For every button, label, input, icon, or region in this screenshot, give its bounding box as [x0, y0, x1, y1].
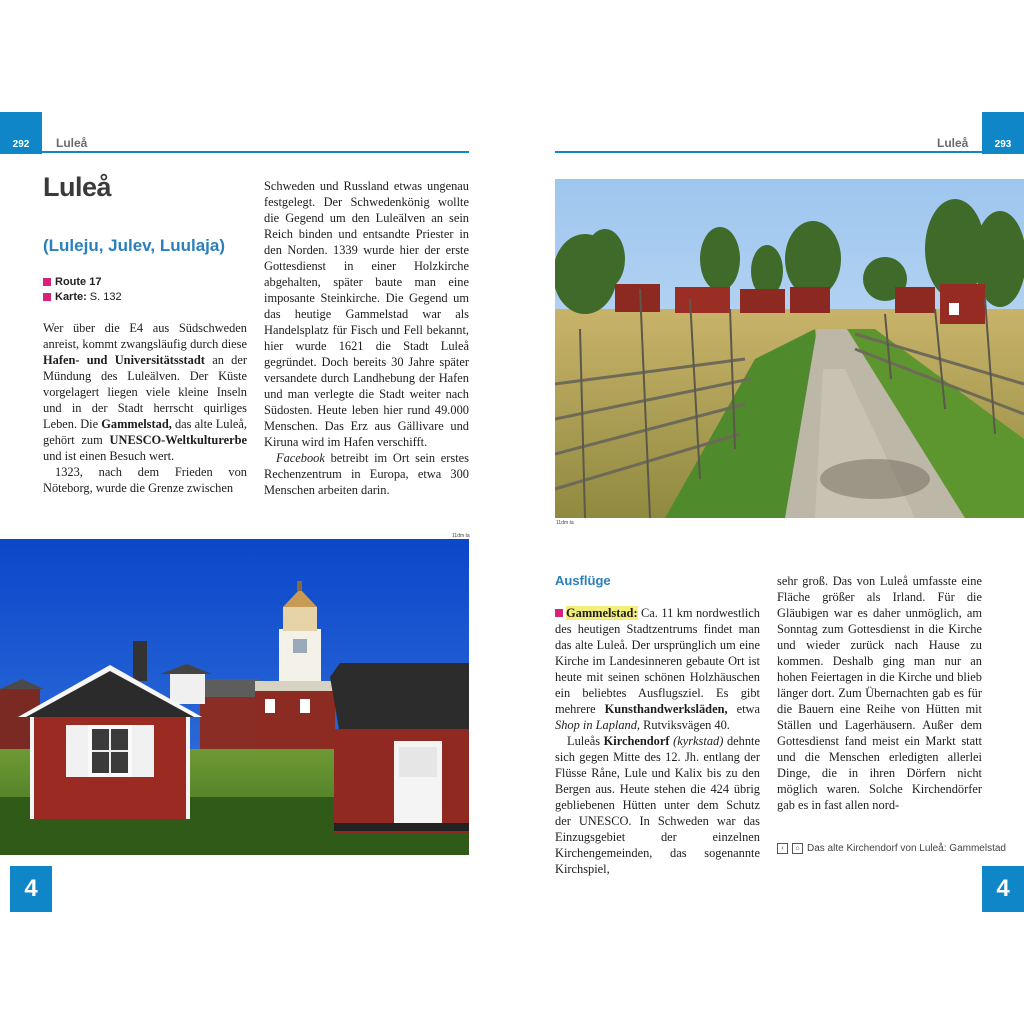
body-text: das alte Luleå, gehört zum: [43, 417, 247, 447]
map-info: [43, 291, 122, 303]
path-illustration: [555, 179, 1024, 518]
left-text-column-2: [264, 178, 469, 498]
photo-village-path: [555, 179, 1024, 518]
body-text: und ist einen Besuch wert.: [43, 449, 175, 463]
caption-text: Das alte Kirchendorf von Luleå: Gammelstad: [807, 843, 1006, 854]
page-subtitle: (Luleju, Julev, Luulaja): [43, 236, 225, 255]
body-text: an der Mündung des Luleälven. Der Küste vorgelagert liegen viele kleine Inseln und in der Stadt herrscht quirliges Leben. Die: [43, 353, 248, 431]
body-paragraph: 1323, nach dem Frieden von Nöteborg, wurde die Grenze zwischen: [43, 465, 247, 495]
body-text: betreibt im Ort sein erstes Rechenzentrum in Europa, etwa 300 Menschen arbeiten darin.: [264, 451, 469, 497]
right-header-rule: [555, 151, 982, 153]
square-bullet-icon: [43, 278, 51, 286]
left-running-header: Luleå: [56, 136, 88, 150]
route-info: [43, 276, 101, 288]
italic-term: Facebook: [276, 451, 325, 465]
bold-term: Kunsthandwerksläden,: [604, 702, 728, 716]
right-chapter-tab: 4: [982, 866, 1024, 912]
left-page-number: 292: [0, 112, 42, 154]
body-text: Luleås: [567, 734, 604, 748]
photo-gammelstad-cabins: [0, 539, 469, 855]
right-running-header: Luleå: [937, 136, 969, 150]
bold-term: Gammelstad,: [101, 417, 172, 431]
left-header-rule: [42, 151, 469, 153]
route-label: Route 17: [55, 276, 102, 288]
photo-caption: [777, 843, 1006, 854]
italic-term: Shop in Lapland,: [555, 718, 641, 732]
bold-term: Hafen- und Universitätsstadt: [43, 353, 205, 367]
square-bullet-icon: [555, 609, 563, 617]
body-text: Ca. 11 km nordwestlich des heutigen Stadtzentrums findet man das alte Luleå. Der ursprünglich um eine Kirche im Landesinneren gebaute Ort ist heute mit seinen schönen Holzhäuschen ein beliebtes Ausflugsziel. Es gibt mehrere: [555, 606, 760, 716]
body-text: Wer über die E4 aus Südschweden anreist, kommt zwangsläufig durch diese: [43, 321, 247, 351]
map-label: Karte:: [55, 291, 87, 303]
photo-credit: 11dm ta: [452, 533, 470, 539]
italic-term: (kyrkstad): [669, 734, 724, 748]
body-paragraph: sehr groß. Das von Luleå umfasste eine Fläche größer als Irland. Für die Gläubigen war es daher unmöglich, am Sonntag zum Gottesdienst in die Kirche und wieder zurück nach Hause zu kommen. Deshalb ging man nur an hohen Feiertagen in die Kirche und blieb länger dort. Zum Übernachten gab es für die Bauern eine Reihe von Hütten mit Ställen und Lagerhäusern. Außer dem Gottesdienst fand meist ein Markt statt und die Menschen erledigten allerlei Dinge, die in ihren Dörfern nicht möglich waren. Solche Kirchendörfer gab es in fast allen nord-: [777, 574, 982, 812]
body-text: dehnte sich gegen Mitte des 12. Jh. entlang der Flüsse Råne, Lule und Kalix bis zu den Bergen aus. Heute stehen die 424 übrig gebliebenen Hütten unter dem Schutz der UNESCO. In Schweden war das Einzugsgebiet der einzelnen Kirchengemeinden, das sogenannte Kirchspiel,: [555, 734, 760, 876]
bold-term: Kirchendorf: [603, 734, 670, 748]
body-text: etwa: [727, 702, 760, 716]
left-text-column-1: [43, 320, 247, 496]
bold-term: UNESCO-Weltkulturerbe: [109, 433, 247, 447]
highlighted-term: Gammelstad:: [566, 606, 638, 620]
right-text-column-1: [555, 605, 760, 877]
body-paragraph: Schweden und Russland etwas ungenau festgelegt. Der Schwedenkönig wollte die Gegend um den Luleälven an sein Reich binden und entsandte Priester in den Norden. 1339 wurde hier der erste Gottesdienst in einer Holzkirche abgehalten, später baute man eine imposante Steinkirche. Die Gegend um das heutige Gammelstad war als Handelsplatz für Fisch und Fell bekannt, hier wurde 1621 die Stadt Luleå gegründet. Doch bereits 30 Jahre später versandete durch Landhebung der Hafen und man verlegte die Stadt weiter nach Südosten. Heute leben hier rund 49.000 Menschen. Das Erz aus Gällivare und Kiruna wird im Hafen verschifft.: [264, 179, 469, 449]
page-title: Luleå: [43, 172, 112, 202]
photo-reference-icon: ⌂: [792, 843, 803, 854]
square-bullet-icon: [43, 293, 51, 301]
map-page-link[interactable]: S. 132: [89, 291, 122, 303]
right-page-number: 293: [982, 112, 1024, 154]
photo-credit: 11dm ta: [556, 520, 574, 526]
section-heading-excursions: Ausflüge: [555, 573, 611, 588]
left-chapter-tab: 4: [10, 866, 52, 912]
right-text-column-2: [777, 573, 982, 813]
cabins-illustration: [0, 539, 469, 855]
camera-reference-icon: ‹: [777, 843, 788, 854]
body-text: Rutviksvägen 40.: [640, 718, 730, 732]
